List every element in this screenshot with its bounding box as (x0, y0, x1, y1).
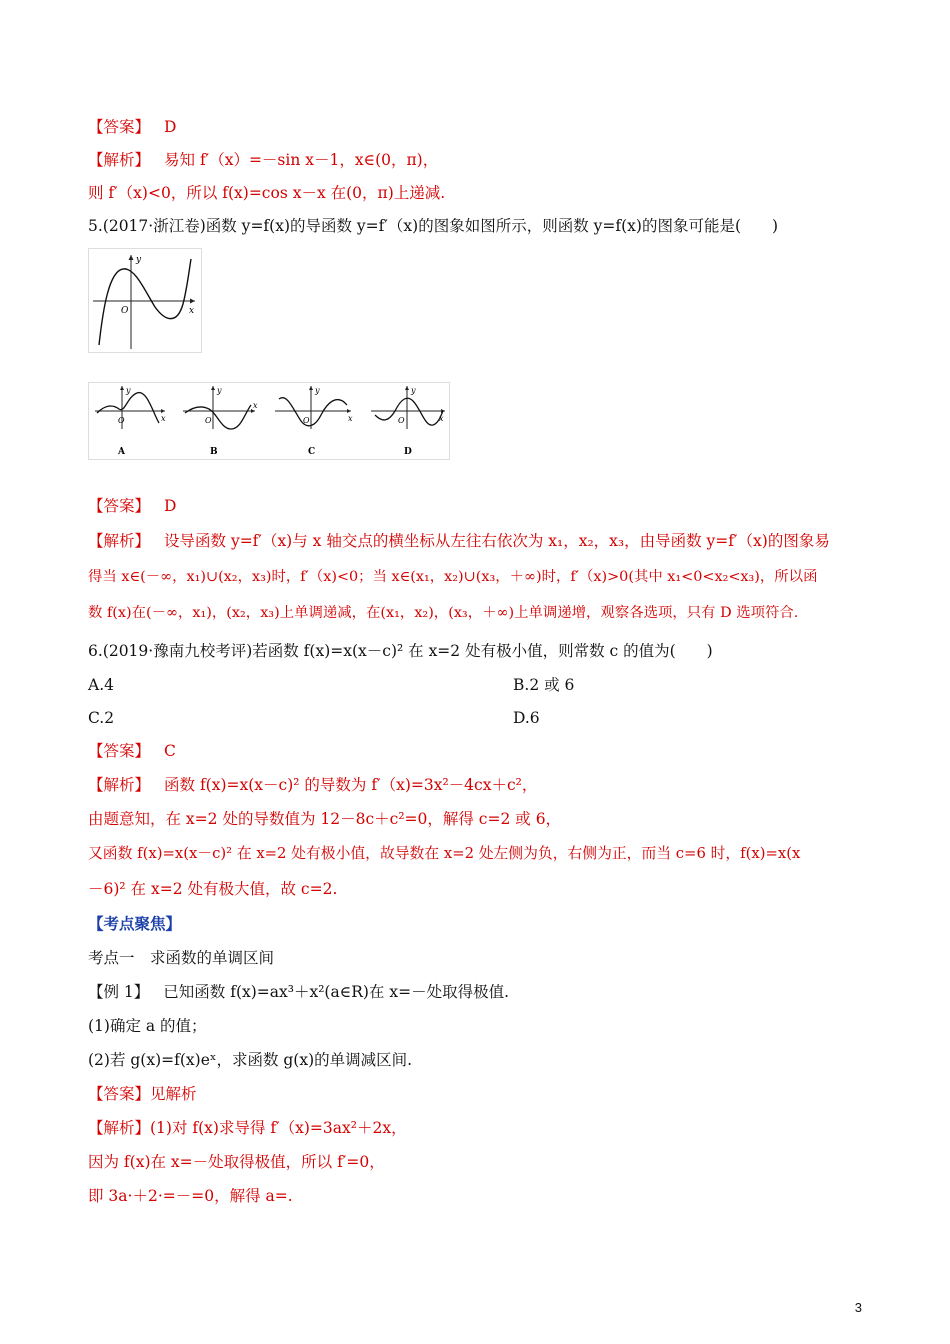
svg-text:O: O (398, 416, 405, 425)
example-1-analysis-cont-2: 即 3a·＋2·=－=0，解得 a=. (88, 1187, 293, 1205)
derivative-graph-figure (88, 248, 202, 353)
answer-line-q4 (88, 116, 870, 138)
analysis-cont-q4: 则 f′（x)<0，所以 f(x)=cos x－x 在(0，π)上递减. (88, 184, 446, 202)
analysis-tag: 【解析】 (88, 776, 151, 794)
choice-c: C.2 (88, 709, 115, 727)
answer-value: D (164, 118, 177, 136)
choice-d: D.6 (513, 709, 540, 727)
option-b-label: B (210, 447, 218, 457)
choices-row-2 (88, 707, 870, 729)
svg-text:y: y (411, 386, 416, 395)
svg-text:O: O (118, 416, 125, 425)
options-graph-figure (88, 382, 450, 460)
example-text: 已知函数 f(x)=ax³＋x²(a∈R)在 x=－处取得极值. (163, 983, 509, 1001)
analysis-tag: 【解析】 (88, 532, 151, 550)
answer-line-q5 (88, 495, 870, 517)
choices-row-1 (88, 674, 870, 696)
analysis-cont-q6-3: －6)² 在 x=2 处有极大值，故 c=2. (88, 880, 338, 898)
analysis-cont-q5-1: 得当 x∈(－∞，x₁)∪(x₂，x₃)时，f′（x)<0；当 x∈(x₁，x₂)∪(x₃，＋∞)时，f′（x)>0(其中 x₁<0<x₂<x₃)，所以函 (88, 569, 818, 585)
axis-y-label: y (136, 255, 142, 265)
example-tag: 【例 1】 (88, 983, 150, 1001)
analysis-line-q6 (88, 774, 870, 796)
page-number: 3 (854, 1300, 862, 1315)
analysis-text: 设导函数 y=f′（x)与 x 轴交点的横坐标从左往右依次为 x₁，x₂，x₃，由导函数 y=f′（x)的图象易 (164, 532, 830, 550)
topic-heading: 考点一 求函数的单调区间 (88, 949, 275, 967)
analysis-tag: 【解析】 (88, 151, 151, 169)
example-1-part-1: (1)确定 a 的值； (88, 1017, 207, 1035)
options-graphs (89, 383, 449, 459)
option-d-graph (371, 386, 445, 457)
svg-text:x: x (253, 401, 258, 410)
example-1-analysis: 【解析】(1)对 f(x)求导得 f′（x)=3ax²＋2x， (88, 1119, 407, 1137)
option-c-graph (275, 386, 353, 457)
choice-b: B.2 或 6 (513, 676, 575, 694)
analysis-cont-q6-1: 由题意知，在 x=2 处的导数值为 12－8c＋c²=0，解得 c=2 或 6， (88, 810, 562, 828)
svg-text:O: O (205, 416, 212, 425)
answer-value: C (164, 742, 176, 760)
answer-tag: 【答案】 (88, 118, 151, 136)
svg-text:O: O (303, 416, 310, 425)
option-a-label: A (118, 447, 125, 457)
question-6: 6.(2019·豫南九校考评)若函数 f(x)=x(x－c)² 在 x=2 处有极小值，则常数 c 的值为( ) (88, 642, 713, 660)
origin-label: O (121, 306, 129, 316)
section-heading-key-points: 【考点聚焦】 (88, 914, 182, 933)
svg-text:y: y (315, 386, 320, 395)
analysis-cont-q6-2: 又函数 f(x)=x(x－c)² 在 x=2 处有极小值，故导数在 x=2 处左侧为负，右侧为正，而当 c=6 时，f(x)=x(x (88, 845, 801, 862)
svg-text:y: y (217, 386, 222, 395)
question-5: 5.(2017·浙江卷)函数 y=f(x)的导函数 y=f′（x)的图象如图所示，则函数 y=f(x)的图象可能是( ) (88, 217, 779, 235)
svg-text:x: x (161, 414, 166, 423)
option-a-graph (95, 386, 166, 457)
answer-tag: 【答案】 (88, 742, 151, 760)
svg-text:y: y (126, 386, 131, 395)
example-1 (88, 981, 870, 1003)
example-1-analysis-cont-1: 因为 f(x)在 x=－处取得极值，所以 f′=0， (88, 1153, 385, 1171)
analysis-cont-q5-2: 数 f(x)在(－∞，x₁)，(x₂，x₃)上单调递减，在(x₁，x₂)，(x₃，＋∞)上单调递增，观察各选项，只有 D 选项符合. (88, 605, 799, 621)
option-c-label: C (308, 447, 316, 457)
analysis-text: 易知 f′（x）=－sin x－1，x∈(0，π)， (164, 151, 439, 169)
answer-value: D (164, 497, 177, 515)
option-b-graph (183, 386, 258, 457)
answer-tag: 【答案】 (88, 497, 151, 515)
axis-x-label: x (189, 306, 195, 316)
example-1-answer: 【答案】见解析 (88, 1085, 197, 1103)
derivative-graph (89, 249, 201, 352)
choice-a: A.4 (88, 676, 114, 694)
svg-text:x: x (439, 414, 444, 423)
answer-line-q6 (88, 740, 870, 762)
analysis-line-q5 (88, 530, 870, 552)
option-d-label: D (404, 447, 412, 457)
svg-text:x: x (348, 414, 353, 423)
analysis-text: 函数 f(x)=x(x－c)² 的导数为 f′（x)=3x²－4cx＋c²， (164, 776, 538, 794)
example-1-part-2: (2)若 g(x)=f(x)eˣ，求函数 g(x)的单调减区间. (88, 1051, 413, 1069)
analysis-line-q4 (88, 149, 870, 171)
